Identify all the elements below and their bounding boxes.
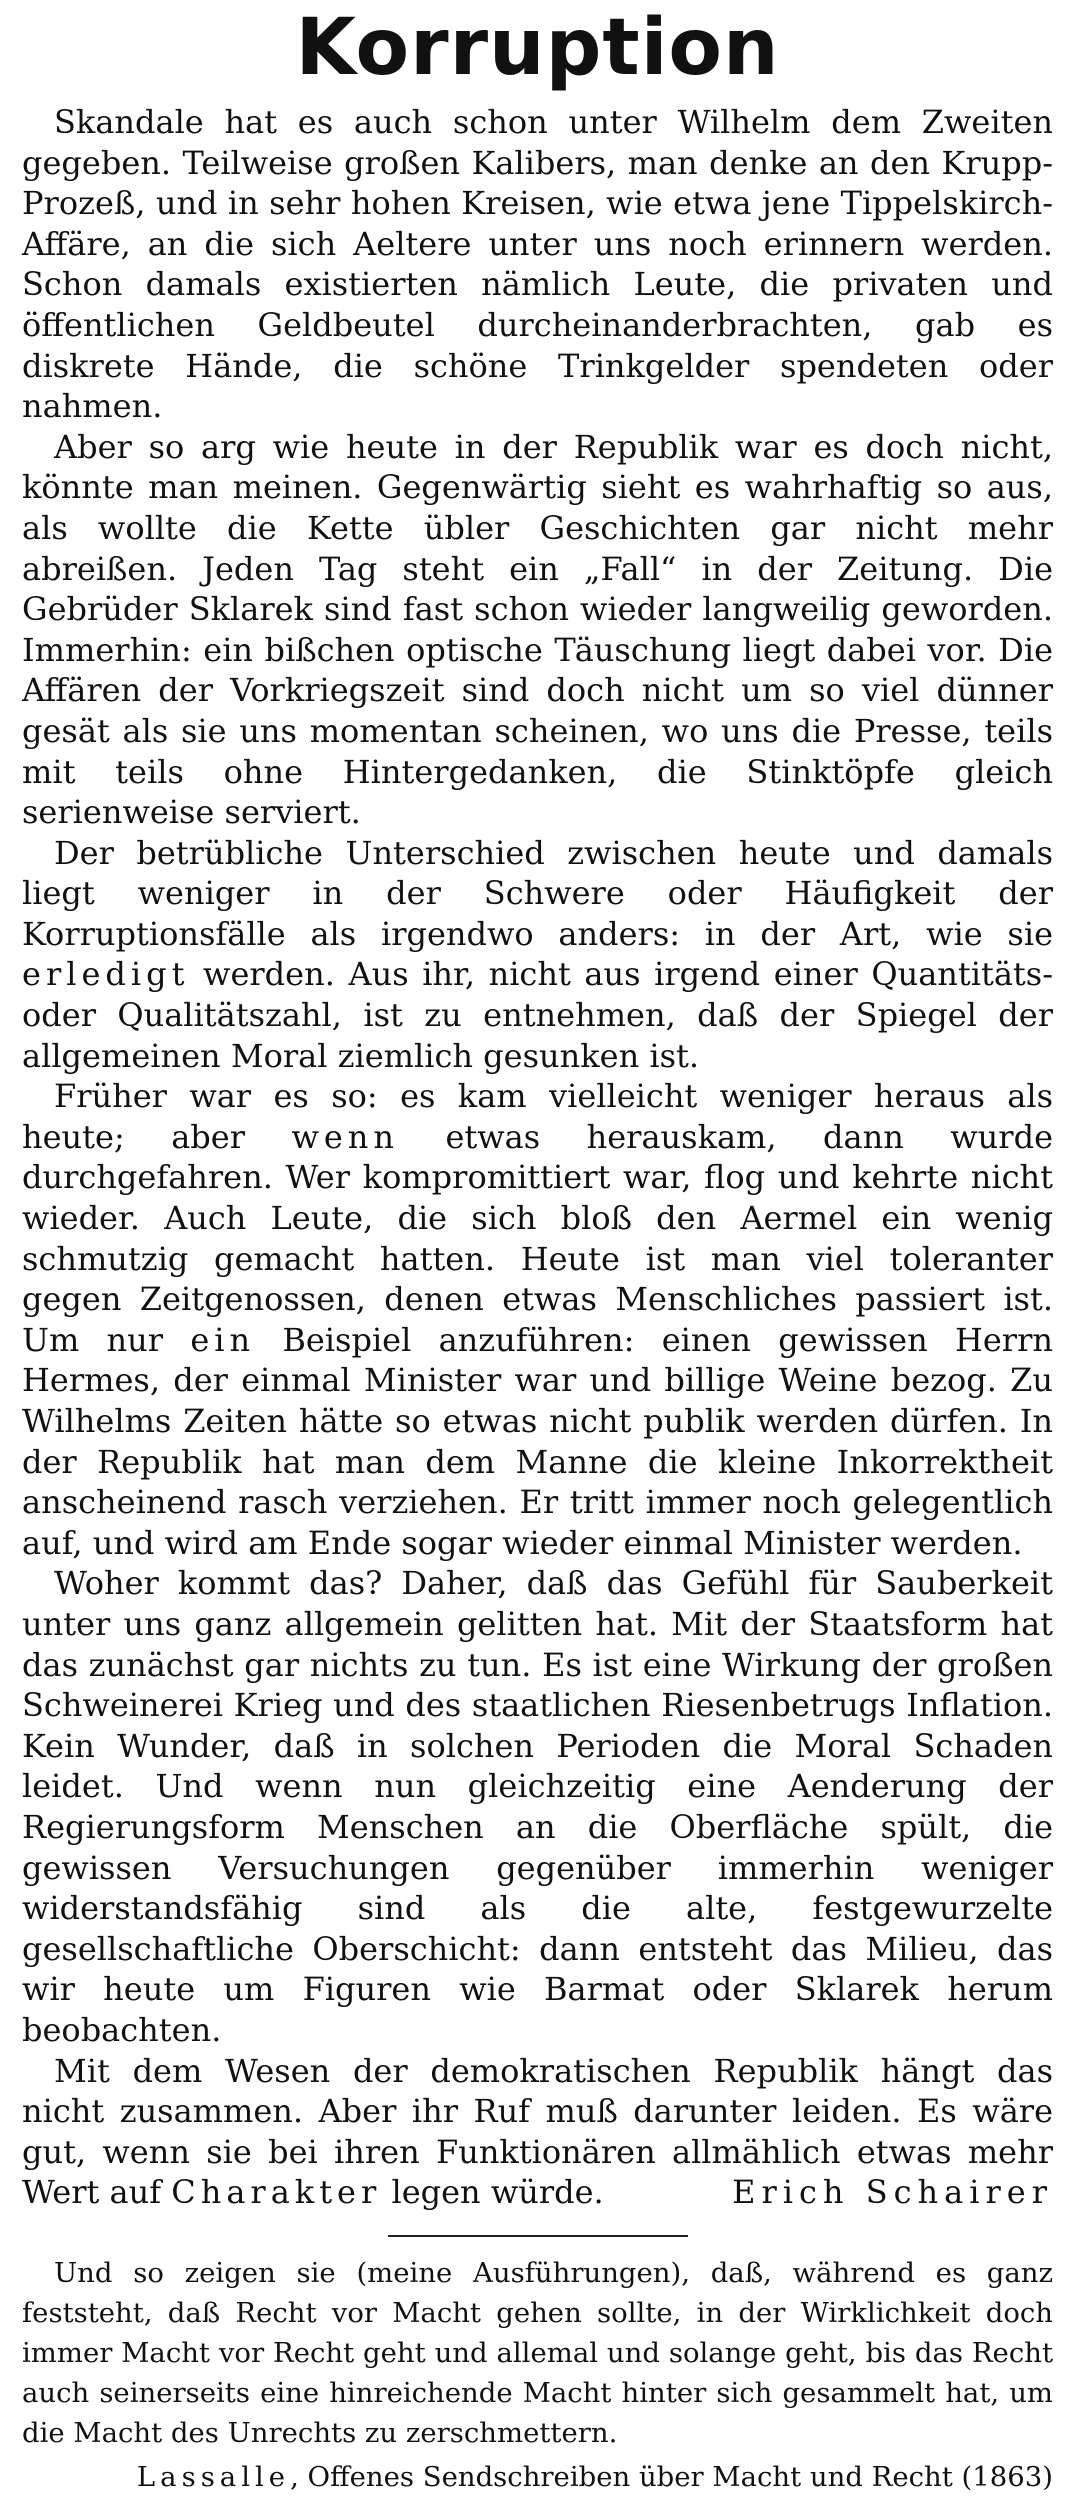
quote-text: Und so zeigen sie (meine Ausführungen), daß, während es ganz feststeht, daß Recht vor Macht gehen sollte, in der Wirklichkeit doch immer Macht vor Recht geht und allemal und solange geht, bis das Recht auch seinerseits eine hinreichende Macht hinter sich gesammelt hat, um die Macht des Unrechts zu zerschmettern.	[22, 2256, 1053, 2449]
paragraph-4-text-b: etwas herauskam, dann wurde durchgefahren. Wer kompromittiert war, flog und kehrte nicht wieder. Auch Leute, die sich bloß den Aermel ein wenig schmutzig gemacht hatten. Heute ist man viel toleranter gegen Zeitgenossen, denen etwas Menschliches passiert ist. Um nur	[22, 1117, 1054, 1359]
paragraph-4-text-c: Beispiel anzuführen: einen gewissen Herrn Hermes, der einmal Minister war und billige Weine bezog. Zu Wilhelms Zeiten hätte so etwas nicht publik werden dürfen. In der Republik hat man dem Manne die kleine Inkorrektheit anscheinend rasch verziehen. Er tritt immer noch gelegentlich auf, und wird am Ende sogar wieder einmal Minister werden.	[22, 1320, 1054, 1562]
article-paragraph-1: Skandale hat es auch schon unter Wilhelm dem Zweiten gegeben. Teilweise großen Kalibers, man denke an den Krupp-Prozeß, und in sehr hohen Kreisen, wie etwa jene Tippelskirch-Affäre, an die sich Aeltere unter uns noch erinnern werden. Schon damals existierten nämlich Leute, die privaten und öffentlichen Geldbeutel durcheinanderbrachten, gab es diskrete Hände, die schöne Trinkgelder spendeten oder nahmen.	[22, 103, 1053, 426]
emphasized-word-wenn: wenn	[291, 1117, 400, 1156]
article-title: Korruption	[295, 3, 780, 93]
emphasized-word-charakter: Charakter	[171, 2173, 382, 2212]
emphasized-word-erledigt: erledigt	[22, 955, 190, 994]
paragraph-6-text-b: legen würde.	[381, 2173, 604, 2212]
article-paragraph-4	[22, 1076, 1053, 1563]
quote-block	[22, 2253, 1053, 2497]
quote-source	[22, 2457, 1053, 2497]
article-paragraph-5: Woher kommt das? Daher, daß das Gefühl für Sauberkeit unter uns ganz allgemein gelitten hat. Mit der Staatsform hat das zunächst gar nichts zu tun. Es ist eine Wirkung der großen Schweinerei Krieg und des staatlichen Riesenbetrugs Inflation. Kein Wunder, daß in solchen Perioden die Moral Schaden leidet. Und wenn nun gleichzeitig eine Aenderung der Regierungsform Menschen an die Oberfläche spült, die gewissen Versuchungen gegenüber immerhin weniger widerstandsfähig sind als die alte, festgewurzelte gesellschaftliche Oberschicht: dann entsteht das Milieu, das wir heute um Figuren wie Barmat oder Sklarek herum beobachten.	[22, 1564, 1053, 2049]
article-paragraph-2: Aber so arg wie heute in der Republik war es doch nicht, könnte man meinen. Gegenwärtig sieht es wahrhaftig so aus, als wollte die Kette übler Geschichten gar nicht mehr abreißen. Jeden Tag steht ein „Fall“ in der Zeitung. Die Gebrüder Sklarek sind fast schon wieder langweilig geworden. Immerhin: ein bißchen optische Täuschung liegt dabei vor. Die Affären der Vorkriegszeit sind doch nicht um so viel dünner gesät als sie uns momentan scheinen, wo uns die Presse, teils mit teils ohne Hintergedanken, die Stinktöpfe gleich serienweise serviert.	[22, 427, 1053, 832]
paragraph-4-text-a: Früher war es so: es kam vielleicht weniger heraus als heute; aber	[22, 1077, 1053, 1156]
emphasized-word-ein: ein	[190, 1320, 256, 1359]
quote-source-author: Lassalle	[136, 2460, 291, 2493]
article-paragraph-6	[22, 2051, 1053, 2213]
article-author: Erich Schairer	[732, 2173, 1053, 2212]
article-paragraph-3	[22, 833, 1053, 1077]
paragraph-3-text-a: Der betrübliche Unterschied zwischen heute und damals liegt weniger in der Schwere oder Häufigkeit der Korruptionsfälle als irgendwo anders: in der Art, wie sie	[22, 833, 1053, 953]
separator-rule	[388, 2235, 688, 2237]
paragraph-6-text-a: Mit dem Wesen der demokratischen Republik hängt das nicht zusammen. Aber ihr Ruf muß darunter leiden. Es wäre gut, wenn sie bei ihren Funktionären allmählich etwas mehr Wert auf	[22, 2051, 1053, 2212]
quote-source-work: , Offenes Sendschreiben über Macht und Recht (1863)	[290, 2460, 1053, 2493]
article-body	[22, 102, 1053, 2213]
paragraph-3-text-b: werden. Aus ihr, nicht aus irgend einer Quantitäts- oder Qualitätszahl, ist zu entnehmen, daß der Spiegel der allgemeinen Moral ziemlich gesunken ist.	[22, 955, 1053, 1075]
